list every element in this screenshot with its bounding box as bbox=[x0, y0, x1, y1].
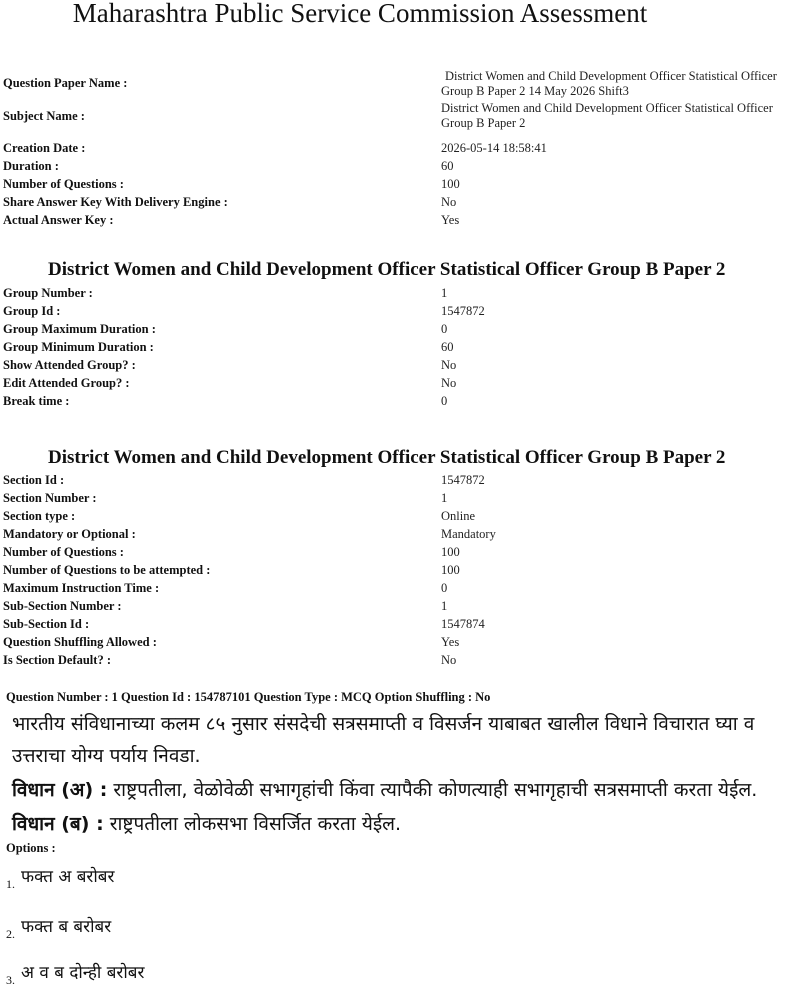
statement-b bbox=[12, 810, 401, 836]
page-title-text: Maharashtra Public Service Commission Assessment bbox=[72, 0, 648, 28]
section-key: Mandatory or Optional : bbox=[3, 527, 136, 541]
group-key: Show Attended Group? : bbox=[3, 358, 136, 372]
section-value: 1 bbox=[441, 491, 448, 505]
section-value: 1547872 bbox=[441, 473, 485, 487]
section-row bbox=[0, 563, 720, 581]
section-row bbox=[0, 527, 720, 545]
info-value: No bbox=[441, 195, 457, 209]
group-key: Edit Attended Group? : bbox=[3, 376, 130, 390]
group-value: 0 bbox=[441, 394, 448, 408]
option-number: 3. bbox=[6, 973, 15, 987]
group-row bbox=[0, 304, 720, 322]
option-3[interactable] bbox=[6, 960, 144, 988]
section-key: Section type : bbox=[3, 509, 76, 523]
section-value: Online bbox=[441, 509, 476, 523]
section-key: Sub-Section Id : bbox=[3, 617, 90, 631]
group-row bbox=[0, 340, 720, 358]
group-key: Group Minimum Duration : bbox=[3, 340, 154, 354]
info-key: Share Answer Key With Delivery Engine : bbox=[3, 195, 228, 209]
group-row bbox=[0, 286, 720, 304]
group-row bbox=[0, 358, 720, 376]
section-table bbox=[0, 473, 720, 671]
info-value: Group B Paper 2 bbox=[441, 116, 526, 130]
section-row bbox=[0, 473, 720, 491]
info-value: Group B Paper 2 14 May 2026 Shift3 bbox=[441, 84, 629, 98]
option-1[interactable] bbox=[6, 864, 114, 892]
section-value: 1547874 bbox=[441, 617, 485, 631]
group-table bbox=[0, 286, 720, 412]
section-key: Section Id : bbox=[3, 473, 65, 487]
section-value: 0 bbox=[441, 581, 448, 595]
section-key: Is Section Default? : bbox=[3, 653, 111, 667]
option-2[interactable] bbox=[6, 914, 111, 942]
info-value: 2026-05-14 18:58:41 bbox=[441, 141, 547, 155]
question-meta: Question Number : 1 Question Id : 154787101 Question Type : MCQ Option Shuffling : No bbox=[6, 690, 491, 704]
group-key: Group Maximum Duration : bbox=[3, 322, 156, 336]
section-key: Maximum Instruction Time : bbox=[3, 581, 160, 595]
info-row bbox=[0, 101, 773, 141]
section-value: Mandatory bbox=[441, 527, 496, 541]
group-value: 0 bbox=[441, 322, 448, 336]
question-text-line-1: भारतीय संविधानाच्या कलम ८५ नुसार संसदेची सत्रसमाप्ती व विसर्जन याबाबत खालील विधाने विचारात घ्या व bbox=[12, 713, 755, 735]
section-key: Question Shuffling Allowed : bbox=[3, 635, 157, 649]
question-text-line-2: उत्तराचा योग्य पर्याय निवडा. bbox=[12, 745, 201, 767]
options-label: Options : bbox=[6, 841, 56, 855]
section-row bbox=[0, 509, 720, 527]
group-value: 1 bbox=[441, 286, 448, 300]
info-value: District Women and Child Development Officer Statistical Officer bbox=[441, 101, 773, 115]
option-number: 1. bbox=[6, 877, 15, 891]
info-key: Number of Questions : bbox=[3, 177, 124, 191]
group-key: Group Number : bbox=[3, 286, 93, 300]
group-key: Group Id : bbox=[3, 304, 61, 318]
option-text: फक्त अ बरोबर bbox=[21, 867, 115, 887]
group-value: No bbox=[441, 358, 457, 372]
page-title bbox=[0, 0, 800, 29]
info-row bbox=[0, 177, 720, 195]
info-value: Yes bbox=[441, 213, 460, 227]
section-key: Number of Questions : bbox=[3, 545, 124, 559]
info-row bbox=[0, 159, 720, 177]
section-row bbox=[0, 599, 720, 617]
option-number: 2. bbox=[6, 927, 15, 941]
group-value: No bbox=[441, 376, 457, 390]
group-row bbox=[0, 322, 720, 340]
section-value: 100 bbox=[441, 545, 460, 559]
info-key: Duration : bbox=[3, 159, 59, 173]
statement-a-text: राष्ट्रपतीला, वेळोवेळी सभागृहांची किंवा त्यापैकी कोणत्याही सभागृहाची सत्रसमाप्ती करता येईल. bbox=[107, 779, 758, 801]
statement-b-text: राष्ट्रपतीला लोकसभा विसर्जित करता येईल. bbox=[103, 813, 402, 835]
section-key: Number of Questions to be attempted : bbox=[3, 563, 211, 577]
section-row bbox=[0, 581, 720, 599]
section-value: 100 bbox=[441, 563, 460, 577]
group-value: 1547872 bbox=[441, 304, 485, 318]
statement-a-label: विधान (अ) : bbox=[12, 779, 108, 801]
group-heading: District Women and Child Development Officer Statistical Officer Group B Paper 2 bbox=[48, 259, 726, 280]
group-value: 60 bbox=[441, 340, 454, 354]
section-value: Yes bbox=[441, 635, 460, 649]
statement-b-label: विधान (ब) : bbox=[12, 813, 104, 835]
info-row bbox=[0, 195, 720, 213]
section-row bbox=[0, 617, 720, 635]
section-key: Sub-Section Number : bbox=[3, 599, 122, 613]
group-row bbox=[0, 394, 720, 412]
section-row bbox=[0, 653, 720, 671]
paper-info-table bbox=[0, 69, 777, 231]
info-key: Creation Date : bbox=[3, 141, 86, 155]
section-row bbox=[0, 545, 720, 563]
statement-a bbox=[12, 776, 757, 802]
info-value: 100 bbox=[441, 177, 460, 191]
section-value: No bbox=[441, 653, 457, 667]
info-key: Question Paper Name : bbox=[3, 76, 128, 90]
option-text: अ व ब दोन्ही बरोबर bbox=[21, 963, 145, 983]
section-key: Section Number : bbox=[3, 491, 97, 505]
info-key: Subject Name : bbox=[3, 109, 85, 123]
info-value: 60 bbox=[441, 159, 454, 173]
info-key: Actual Answer Key : bbox=[3, 213, 114, 227]
info-row bbox=[0, 213, 720, 231]
section-value: 1 bbox=[441, 599, 448, 613]
info-value: District Women and Child Development Officer Statistical Officer bbox=[445, 69, 777, 83]
section-row bbox=[0, 491, 720, 509]
section-row bbox=[0, 635, 720, 653]
option-text: फक्त ब बरोबर bbox=[21, 917, 112, 937]
group-key: Break time : bbox=[3, 394, 70, 408]
info-row bbox=[0, 141, 720, 159]
section-heading: District Women and Child Development Officer Statistical Officer Group B Paper 2 bbox=[48, 447, 726, 468]
group-row bbox=[0, 376, 720, 394]
